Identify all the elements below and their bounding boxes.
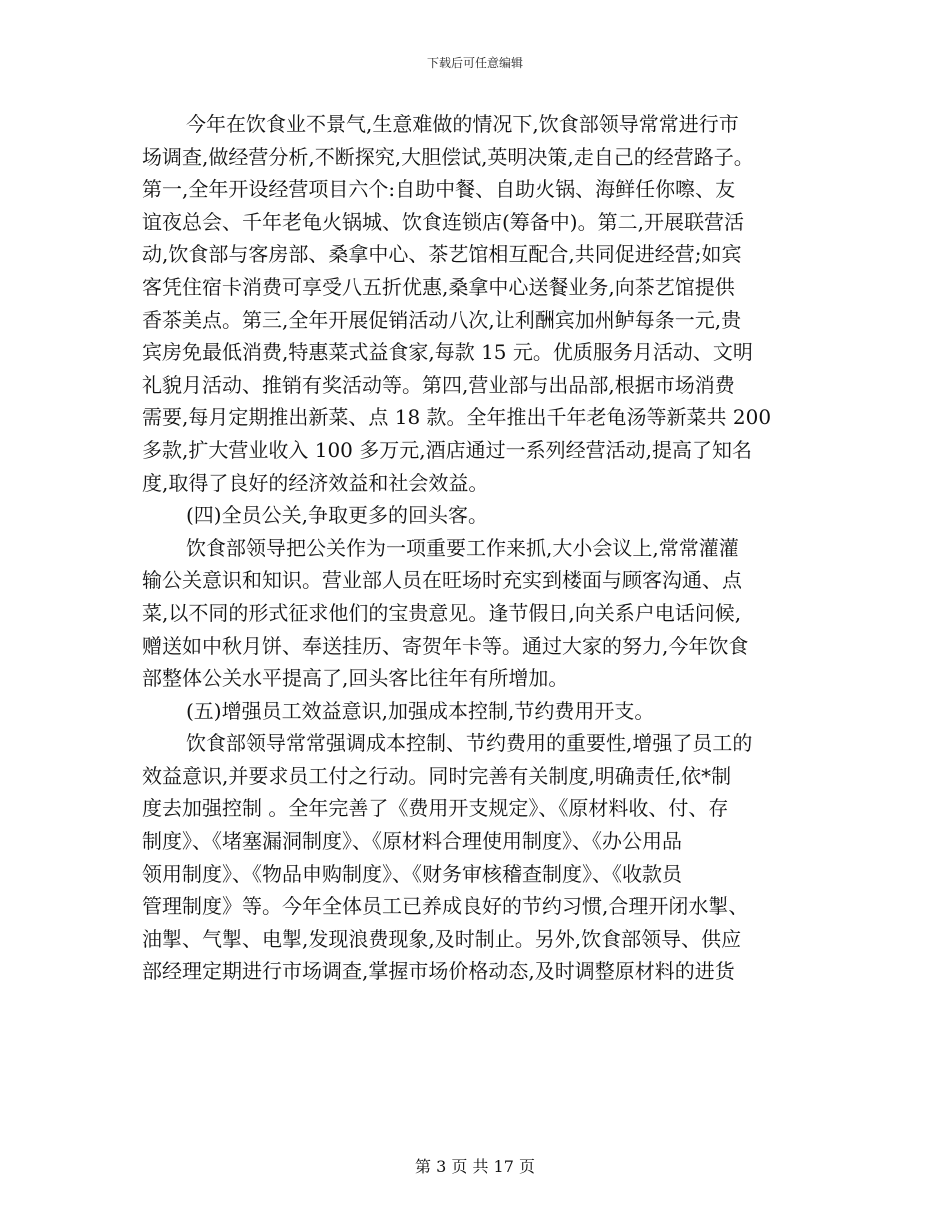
text-line: 制度》、《堵塞漏洞制度》、《原材料合理使用制度》、《办公用品 xyxy=(142,829,682,854)
text-line: 度去加强控制 。全年完善了《费用开支规定》、《原材料收、付、存 xyxy=(142,796,729,821)
text-line: 谊夜总会、千年老龟火锅城、饮食连锁店(筹备中)。第二,开展联营活 xyxy=(142,209,744,234)
text-line: 输公关意识和知识。营业部人员在旺场时充实到楼面与顾客沟通、点 xyxy=(142,568,742,593)
text-line: 领用制度》、《物品申购制度》、《财务审核稽查制度》、《收款员 xyxy=(142,861,682,886)
text-line: 宾房免最低消费,特惠菜式益食家,每款 15 元。优质服务月活动、文明 xyxy=(142,340,753,365)
text-line: 多款,扩大营业收入 100 多万元,酒店通过一系列经营活动,提高了知名 xyxy=(142,437,752,462)
text-line: (四)全员公关,争取更多的回头客。 xyxy=(186,503,488,528)
text-line: 菜,以不同的形式征求他们的宝贵意见。逢节假日,向关系户电话问候, xyxy=(142,600,742,625)
text-line: (五)增强员工效益意识,加强成本控制,节约费用开支。 xyxy=(186,698,655,723)
text-line: 需要,每月定期推出新菜、点 18 款。全年推出千年老龟汤等新菜共 200 xyxy=(142,405,772,430)
text-line: 场调查,做经营分析,不断探究,大胆偿试,英明决策,走自己的经营路子。 xyxy=(142,144,754,169)
text-line: 客凭住宿卡消费可享受八五折优惠,桑拿中心送餐业务,向茶艺馆提供 xyxy=(142,274,735,299)
text-line: 今年在饮食业不景气,生意难做的情况下,饮食部领导常常进行市 xyxy=(186,112,739,136)
text-line: 第一,全年开设经营项目六个:自助中餐、自助火锅、海鲜任你嚓、友 xyxy=(142,177,736,202)
page-footer: 第 3 页 共 17 页 xyxy=(415,1157,535,1176)
text-line: 部经理定期进行市场调查,掌握市场价格动态,及时调整原材料的进货 xyxy=(142,959,735,984)
text-line: 礼貌月活动、推销有奖活动等。第四,营业部与出品部,根据市场消费 xyxy=(142,372,735,397)
text-line: 赠送如中秋月饼、奉送挂历、寄贺年卡等。通过大家的努力,今年饮食 xyxy=(142,633,749,658)
page-header: 下载后可任意编辑 xyxy=(426,56,523,70)
text-line: 部整体公关水平提高了,回头客比往年有所增加。 xyxy=(142,666,569,691)
text-line: 香茶美点。第三,全年开展促销活动八次,让利酬宾加州鲈每条一元,贵 xyxy=(142,307,742,332)
text-line: 饮食部领导常常强调成本控制、节约费用的重要性,增强了员工的 xyxy=(186,731,753,756)
text-line: 饮食部领导把公关作为一项重要工作来抓,大小会议上,常常灌灌 xyxy=(186,535,739,560)
text-line: 度,取得了良好的经济效益和社会效益。 xyxy=(142,470,489,495)
text-line: 管理制度》等。今年全体员工已养成良好的节约习惯,合理开闭水掣、 xyxy=(142,894,749,919)
text-line: 效益意识,并要求员工付之行动。同时完善有关制度,明确责任,依*制 xyxy=(142,763,732,788)
document-body xyxy=(142,108,810,988)
text-line: 动,饮食部与客房部、桑拿中心、茶艺馆相互配合,共同促进经营;如宾 xyxy=(142,242,742,267)
text-line: 油掣、气掣、电掣,发现浪费现象,及时制止。另外,饮食部领导、供应 xyxy=(142,926,742,951)
